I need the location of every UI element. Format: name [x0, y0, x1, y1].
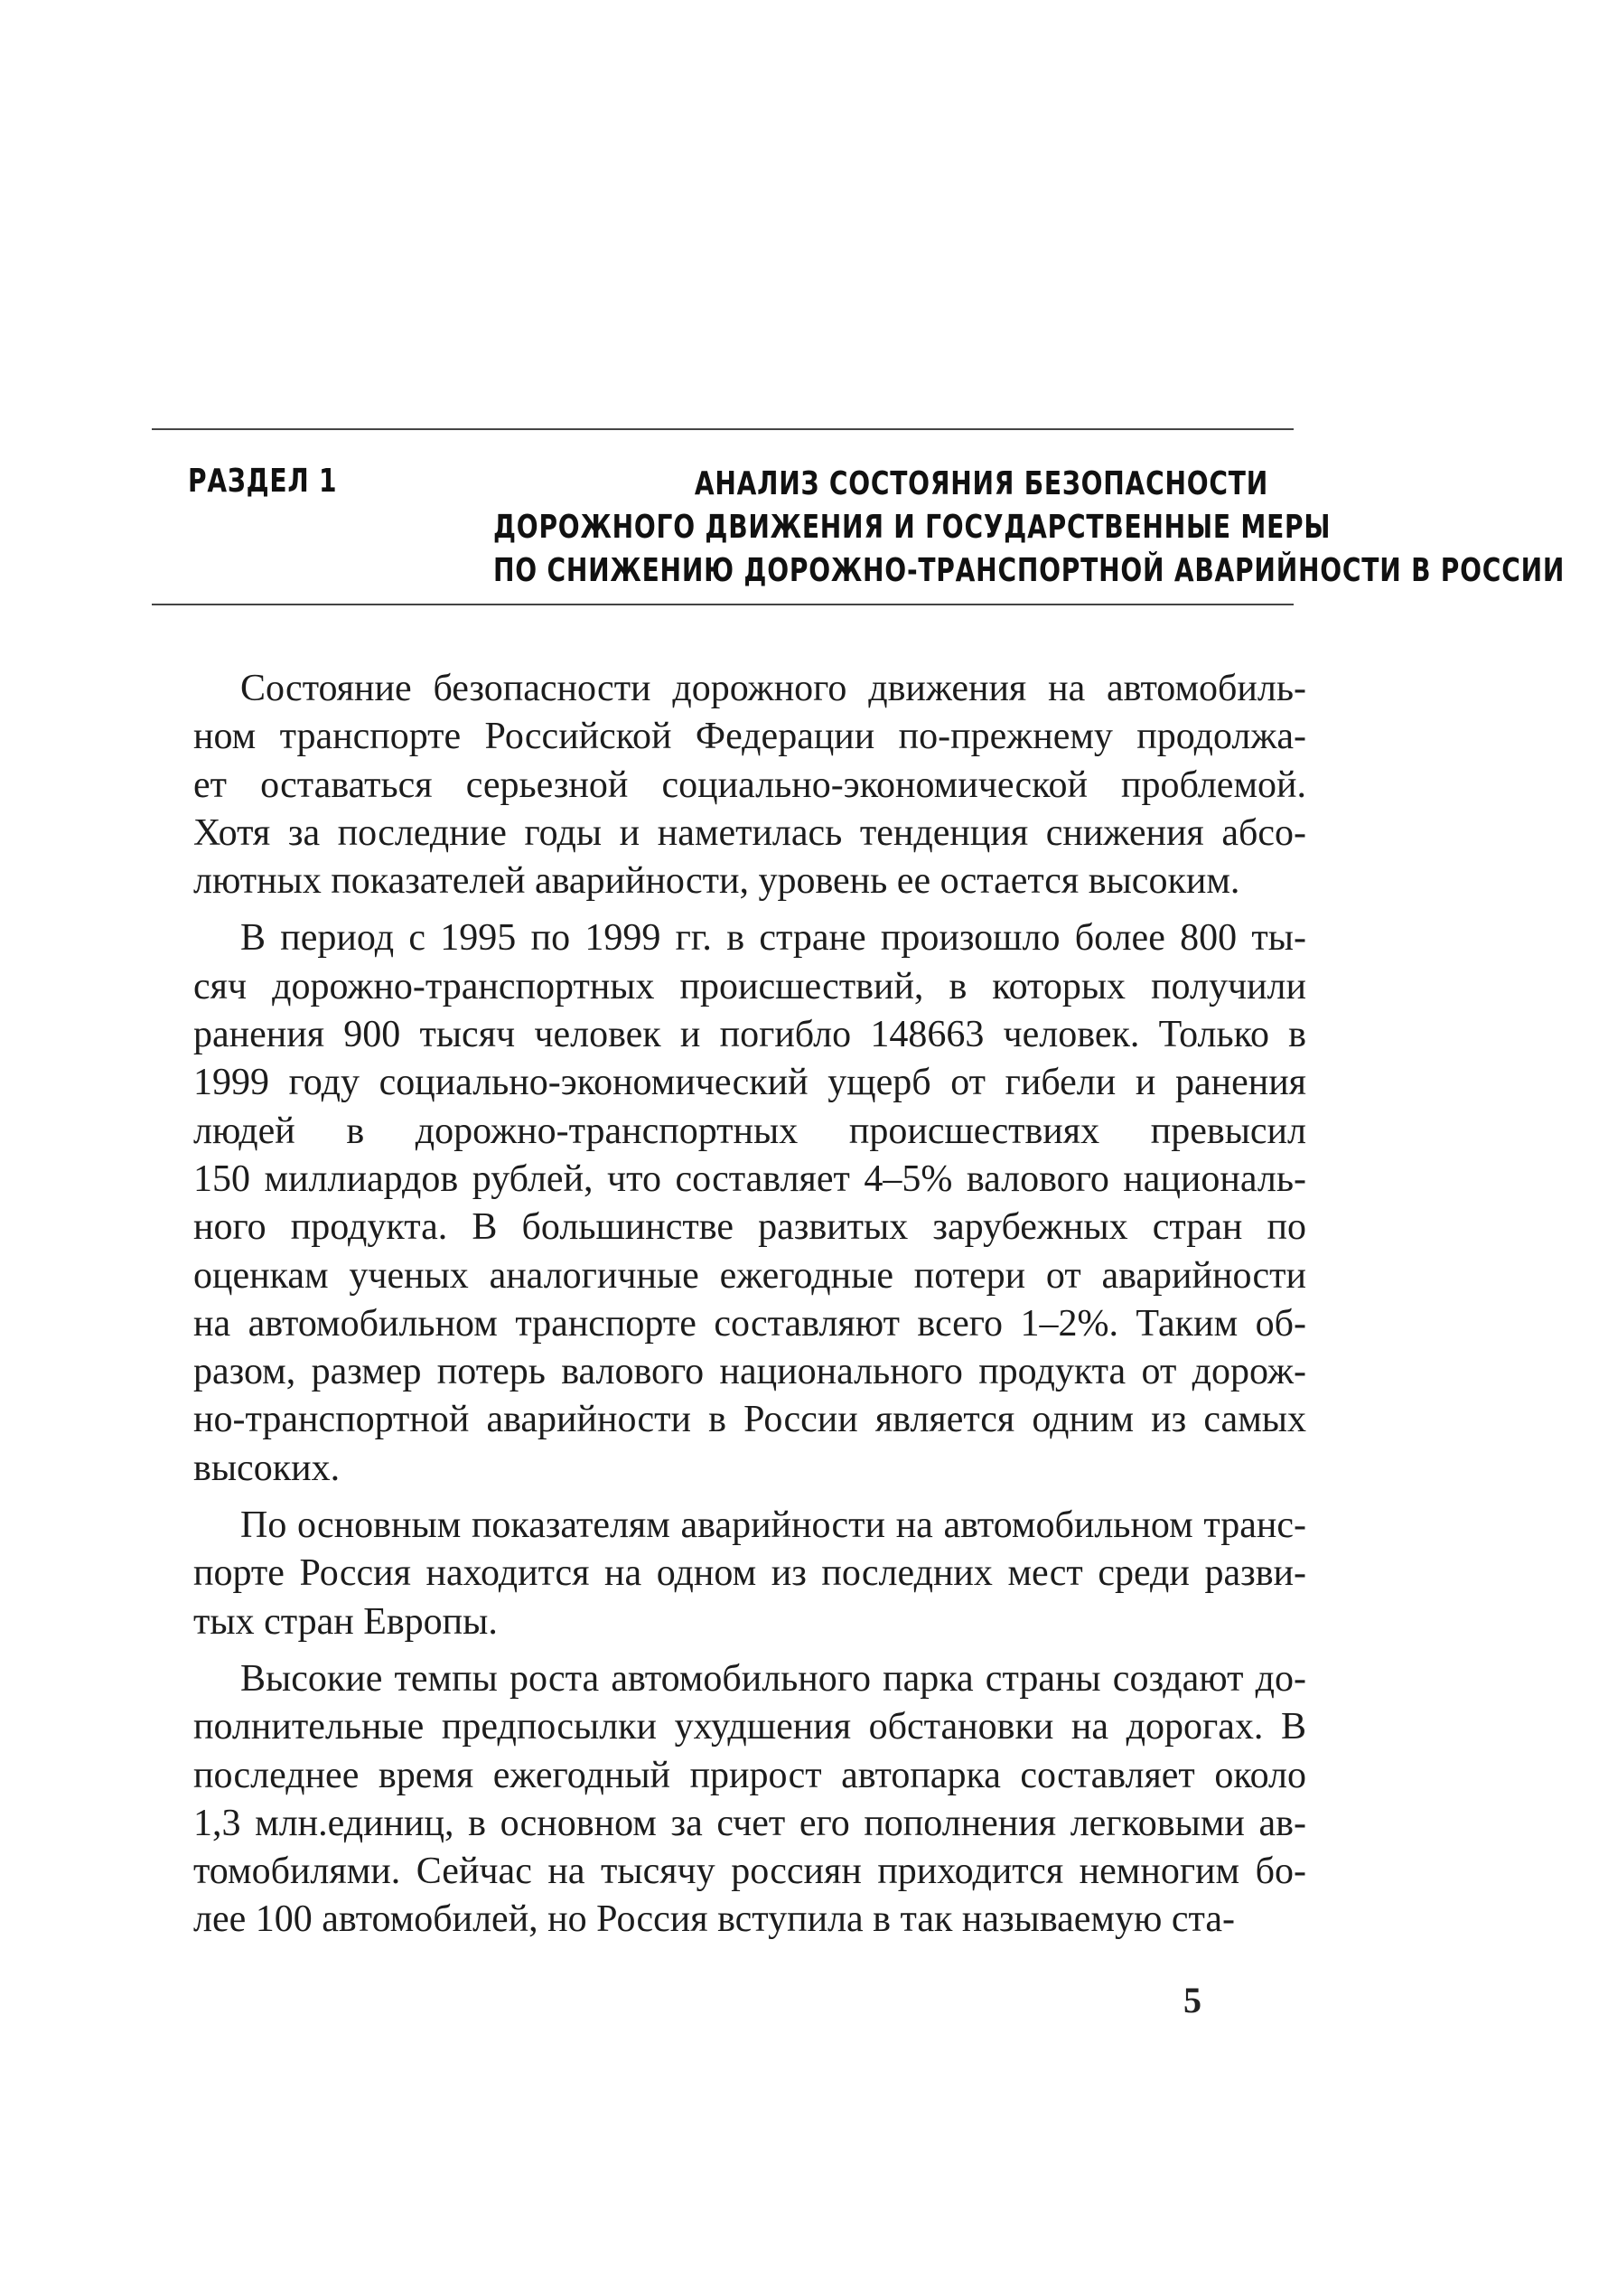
text-line: сяч дорожно-транспортных происшествий, в которых получили [193, 965, 1306, 1007]
text-line: В период с 1995 по 1999 гг. в стране произошло более 800 ты- [240, 917, 1306, 960]
text-line: 1999 году социально-экономический ущерб от гибели и ранения [193, 1062, 1306, 1104]
text-line: 150 миллиардов рублей, что составляет 4–5% валового националь- [193, 1157, 1306, 1200]
text-line: ном транспорте Российской Федерации по-прежнему продолжа- [193, 716, 1306, 758]
text-line: но-транспортной аварийности в России является одним из самых [193, 1399, 1306, 1441]
text-line: томобилями. Сейчас на тысячу россиян приходится немногим бо- [193, 1851, 1306, 1893]
text-line: ет оставаться серьезной социально-экономической проблемой. [193, 764, 1306, 806]
paragraph [193, 914, 1306, 1493]
text-line: 1,3 млн.единиц, в основном за счет его пополнения легковыми ав- [193, 1802, 1306, 1844]
section-label: РАЗДЕЛ 1 [188, 463, 338, 500]
header-bottom-rule [152, 604, 1294, 605]
text-line: Состояние безопасности дорожного движения на автомобиль- [240, 668, 1306, 709]
text-line: порте Россия находится на одном из последних мест среди разви- [193, 1552, 1306, 1595]
text-line: лютных показателей аварийности, уровень ее остается высоким. [193, 860, 1240, 903]
text-line: тых стран Европы. [193, 1600, 498, 1643]
text-line: Хотя за последние годы и наметилась тенденция снижения абсо- [193, 811, 1306, 854]
section-header [152, 450, 1566, 595]
paragraph [193, 1502, 1306, 1646]
text-line: оценкам ученых аналогичные ежегодные потери от аварийности [193, 1254, 1306, 1297]
paragraph [193, 665, 1306, 905]
text-line: ного продукта. В большинстве развитых зарубежных стран по [193, 1206, 1306, 1249]
text-line: ранения 900 тысяч человек и погибло 148663 человек. Только в [193, 1014, 1306, 1056]
section-title-line: ДОРОЖНОГО ДВИЖЕНИЯ И ГОСУДАРСТВЕННЫЕ МЕРЫ [493, 509, 1332, 546]
body-text [193, 665, 1306, 1954]
section-title [275, 463, 1566, 593]
section-title-line: АНАЛИЗ СОСТОЯНИЯ БЕЗОПАСНОСТИ [694, 465, 1268, 502]
text-line: на автомобильном транспорте составляют всего 1–2%. Таким об- [193, 1302, 1306, 1345]
section-title-line: ПО СНИЖЕНИЮ ДОРОЖНО-ТРАНСПОРТНОЙ АВАРИЙНОСТИ В РОССИИ [493, 552, 1566, 589]
text-line: По основным показателям аварийности на автомобильном транс- [240, 1504, 1306, 1547]
text-line: людей в дорожно-транспортных происшествиях превысил [193, 1110, 1306, 1152]
text-line: последнее время ежегодный прирост автопарка составляет около [193, 1754, 1306, 1796]
paragraph [193, 1655, 1306, 1945]
text-line: разом, размер потерь валового национального продукта от дорож- [193, 1351, 1306, 1393]
text-line: лее 100 автомобилей, но Россия вступила в так называемую ста- [193, 1898, 1235, 1941]
page-number: 5 [1183, 1980, 1201, 2020]
text-line: полнительные предпосылки ухудшения обстановки на дорогах. В [193, 1706, 1306, 1748]
text-line: высоких. [193, 1447, 341, 1489]
text-line: Высокие темпы роста автомобильного парка страны создают до- [240, 1657, 1306, 1700]
header-top-rule [152, 428, 1294, 430]
